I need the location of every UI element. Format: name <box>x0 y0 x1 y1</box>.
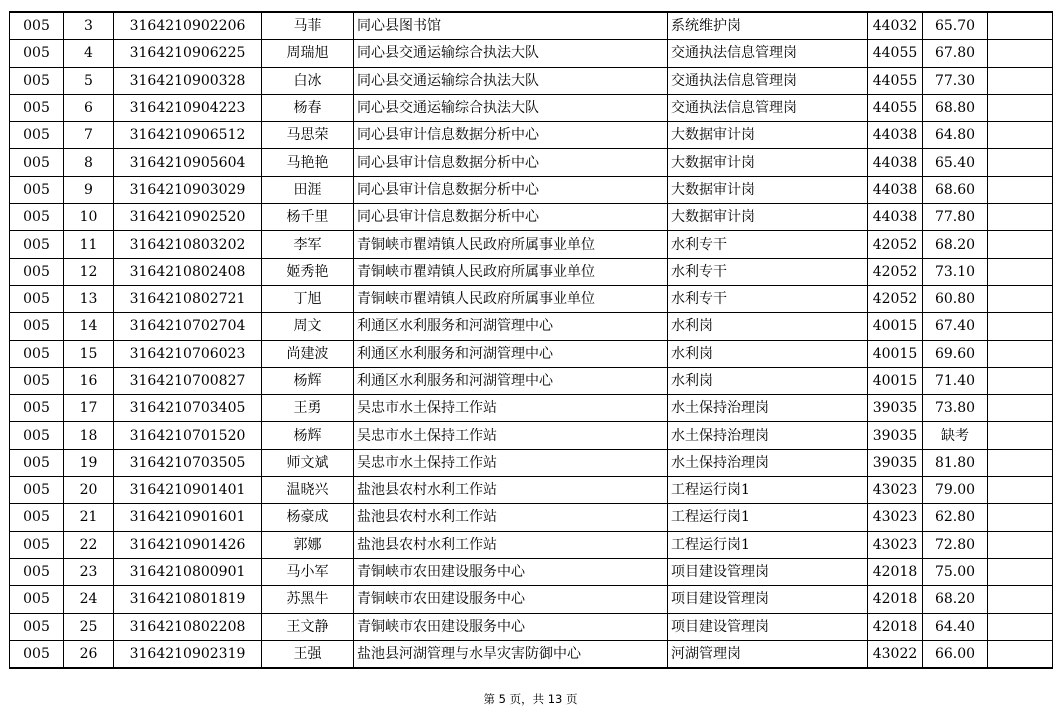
exam-id-cell: 3164210706023 <box>114 340 262 367</box>
page-footer: 第 5 页，共 13 页 <box>483 692 578 706</box>
employer-cell: 盐池县农村水利工作站 <box>354 504 668 531</box>
remark-cell <box>988 313 1053 340</box>
score-cell: 60.80 <box>923 285 988 312</box>
exam-id-cell: 3164210700827 <box>114 367 262 394</box>
sequence-cell: 15 <box>64 340 114 367</box>
position-cell: 系统维护岗 <box>668 12 868 40</box>
group-code-cell: 005 <box>10 285 64 312</box>
sequence-cell: 10 <box>64 204 114 231</box>
remark-cell <box>988 395 1053 422</box>
name-cell: 师文斌 <box>262 449 354 476</box>
position-cell: 项目建设管理岗 <box>668 558 868 585</box>
score-cell: 67.40 <box>923 313 988 340</box>
sequence-cell: 21 <box>64 504 114 531</box>
position-code-cell: 42018 <box>868 613 923 640</box>
position-code-cell: 42052 <box>868 231 923 258</box>
remark-cell <box>988 449 1053 476</box>
sequence-cell: 11 <box>64 231 114 258</box>
remark-cell <box>988 204 1053 231</box>
employer-cell: 利通区水利服务和河湖管理中心 <box>354 340 668 367</box>
position-cell: 水利岗 <box>668 340 868 367</box>
remark-cell <box>988 12 1053 40</box>
position-cell: 交通执法信息管理岗 <box>668 94 868 121</box>
remark-cell <box>988 340 1053 367</box>
employer-cell: 青铜峡市农田建设服务中心 <box>354 558 668 585</box>
group-code-cell: 005 <box>10 449 64 476</box>
name-cell: 周文 <box>262 313 354 340</box>
remark-cell <box>988 67 1053 94</box>
name-cell: 杨春 <box>262 94 354 121</box>
name-cell: 杨千里 <box>262 204 354 231</box>
remark-cell <box>988 94 1053 121</box>
score-cell: 68.20 <box>923 231 988 258</box>
name-cell: 丁旭 <box>262 285 354 312</box>
group-code-cell: 005 <box>10 12 64 40</box>
sequence-cell: 22 <box>64 531 114 558</box>
score-cell: 65.70 <box>923 12 988 40</box>
name-cell: 王强 <box>262 640 354 668</box>
group-code-cell: 005 <box>10 531 64 558</box>
position-cell: 水土保持治理岗 <box>668 449 868 476</box>
group-code-cell: 005 <box>10 94 64 121</box>
remark-cell <box>988 149 1053 176</box>
employer-cell: 利通区水利服务和河湖管理中心 <box>354 367 668 394</box>
score-cell: 68.60 <box>923 176 988 203</box>
employer-cell: 同心县交通运输综合执法大队 <box>354 67 668 94</box>
group-code-cell: 005 <box>10 422 64 449</box>
sequence-cell: 6 <box>64 94 114 121</box>
position-code-cell: 42052 <box>868 258 923 285</box>
position-code-cell: 44032 <box>868 12 923 40</box>
exam-id-cell: 3164210703405 <box>114 395 262 422</box>
group-code-cell: 005 <box>10 204 64 231</box>
table-row <box>10 149 1053 176</box>
score-cell: 71.40 <box>923 367 988 394</box>
employer-cell: 吴忠市水土保持工作站 <box>354 395 668 422</box>
group-code-cell: 005 <box>10 313 64 340</box>
exam-id-cell: 3164210802721 <box>114 285 262 312</box>
name-cell: 杨辉 <box>262 422 354 449</box>
employer-cell: 盐池县农村水利工作站 <box>354 477 668 504</box>
employer-cell: 利通区水利服务和河湖管理中心 <box>354 313 668 340</box>
name-cell: 杨豪成 <box>262 504 354 531</box>
name-cell: 马菲 <box>262 12 354 40</box>
score-cell: 67.80 <box>923 40 988 67</box>
table-row <box>10 12 1053 40</box>
position-code-cell: 43023 <box>868 477 923 504</box>
table-row <box>10 531 1053 558</box>
name-cell: 苏黑牛 <box>262 586 354 613</box>
employer-cell: 吴忠市水土保持工作站 <box>354 449 668 476</box>
position-code-cell: 39035 <box>868 395 923 422</box>
name-cell: 白冰 <box>262 67 354 94</box>
score-cell: 缺考 <box>923 422 988 449</box>
position-cell: 交通执法信息管理岗 <box>668 67 868 94</box>
remark-cell <box>988 586 1053 613</box>
remark-cell <box>988 477 1053 504</box>
remark-cell <box>988 40 1053 67</box>
sequence-cell: 7 <box>64 122 114 149</box>
remark-cell <box>988 176 1053 203</box>
position-code-cell: 44055 <box>868 94 923 121</box>
position-code-cell: 40015 <box>868 313 923 340</box>
position-cell: 工程运行岗1 <box>668 477 868 504</box>
table-row <box>10 40 1053 67</box>
score-cell: 77.80 <box>923 204 988 231</box>
employer-cell: 青铜峡市瞿靖镇人民政府所属事业单位 <box>354 258 668 285</box>
exam-id-cell: 3164210903029 <box>114 176 262 203</box>
name-cell: 李军 <box>262 231 354 258</box>
score-cell: 62.80 <box>923 504 988 531</box>
name-cell: 尚建波 <box>262 340 354 367</box>
name-cell: 王文静 <box>262 613 354 640</box>
group-code-cell: 005 <box>10 149 64 176</box>
position-code-cell: 40015 <box>868 367 923 394</box>
exam-id-cell: 3164210801819 <box>114 586 262 613</box>
name-cell: 姬秀艳 <box>262 258 354 285</box>
sequence-cell: 16 <box>64 367 114 394</box>
score-cell: 77.30 <box>923 67 988 94</box>
position-cell: 水利岗 <box>668 313 868 340</box>
employer-cell: 青铜峡市瞿靖镇人民政府所属事业单位 <box>354 231 668 258</box>
group-code-cell: 005 <box>10 340 64 367</box>
exam-id-cell: 3164210906512 <box>114 122 262 149</box>
score-cell: 68.20 <box>923 586 988 613</box>
score-cell: 75.00 <box>923 558 988 585</box>
remark-cell <box>988 558 1053 585</box>
group-code-cell: 005 <box>10 231 64 258</box>
group-code-cell: 005 <box>10 40 64 67</box>
employer-cell: 同心县审计信息数据分析中心 <box>354 149 668 176</box>
position-code-cell: 42018 <box>868 586 923 613</box>
position-code-cell: 42018 <box>868 558 923 585</box>
exam-id-cell: 3164210901601 <box>114 504 262 531</box>
table-row <box>10 176 1053 203</box>
name-cell: 马小军 <box>262 558 354 585</box>
group-code-cell: 005 <box>10 586 64 613</box>
results-table <box>9 11 1053 669</box>
exam-id-cell: 3164210902520 <box>114 204 262 231</box>
position-cell: 大数据审计岗 <box>668 149 868 176</box>
sequence-cell: 17 <box>64 395 114 422</box>
position-cell: 河湖管理岗 <box>668 640 868 668</box>
position-code-cell: 40015 <box>868 340 923 367</box>
employer-cell: 同心县图书馆 <box>354 12 668 40</box>
score-cell: 64.80 <box>923 122 988 149</box>
score-cell: 65.40 <box>923 149 988 176</box>
position-cell: 水土保持治理岗 <box>668 422 868 449</box>
sequence-cell: 23 <box>64 558 114 585</box>
score-cell: 81.80 <box>923 449 988 476</box>
employer-cell: 青铜峡市农田建设服务中心 <box>354 613 668 640</box>
score-cell: 73.80 <box>923 395 988 422</box>
position-code-cell: 44038 <box>868 176 923 203</box>
name-cell: 马艳艳 <box>262 149 354 176</box>
group-code-cell: 005 <box>10 176 64 203</box>
remark-cell <box>988 122 1053 149</box>
group-code-cell: 005 <box>10 395 64 422</box>
exam-id-cell: 3164210901426 <box>114 531 262 558</box>
sequence-cell: 5 <box>64 67 114 94</box>
table-row <box>10 395 1053 422</box>
group-code-cell: 005 <box>10 613 64 640</box>
name-cell: 郭娜 <box>262 531 354 558</box>
exam-id-cell: 3164210905604 <box>114 149 262 176</box>
name-cell: 王勇 <box>262 395 354 422</box>
position-code-cell: 44038 <box>868 149 923 176</box>
score-cell: 79.00 <box>923 477 988 504</box>
sequence-cell: 19 <box>64 449 114 476</box>
table-row <box>10 285 1053 312</box>
exam-id-cell: 3164210701520 <box>114 422 262 449</box>
exam-id-cell: 3164210803202 <box>114 231 262 258</box>
table-row <box>10 204 1053 231</box>
sequence-cell: 3 <box>64 12 114 40</box>
table-row <box>10 422 1053 449</box>
table-row <box>10 613 1053 640</box>
employer-cell: 盐池县农村水利工作站 <box>354 531 668 558</box>
sequence-cell: 8 <box>64 149 114 176</box>
table-row <box>10 449 1053 476</box>
table-row <box>10 504 1053 531</box>
score-cell: 69.60 <box>923 340 988 367</box>
exam-id-cell: 3164210802408 <box>114 258 262 285</box>
position-cell: 工程运行岗1 <box>668 504 868 531</box>
position-cell: 项目建设管理岗 <box>668 613 868 640</box>
sequence-cell: 9 <box>64 176 114 203</box>
exam-id-cell: 3164210901401 <box>114 477 262 504</box>
position-cell: 水利专干 <box>668 285 868 312</box>
sequence-cell: 20 <box>64 477 114 504</box>
score-cell: 72.80 <box>923 531 988 558</box>
remark-cell <box>988 285 1053 312</box>
remark-cell <box>988 504 1053 531</box>
position-cell: 水土保持治理岗 <box>668 395 868 422</box>
sequence-cell: 12 <box>64 258 114 285</box>
position-code-cell: 42052 <box>868 285 923 312</box>
table-row <box>10 94 1053 121</box>
table-row <box>10 122 1053 149</box>
group-code-cell: 005 <box>10 367 64 394</box>
group-code-cell: 005 <box>10 258 64 285</box>
score-cell: 66.00 <box>923 640 988 668</box>
table-row <box>10 340 1053 367</box>
sequence-cell: 24 <box>64 586 114 613</box>
sequence-cell: 25 <box>64 613 114 640</box>
employer-cell: 盐池县河湖管理与水旱灾害防御中心 <box>354 640 668 668</box>
group-code-cell: 005 <box>10 558 64 585</box>
exam-id-cell: 3164210802208 <box>114 613 262 640</box>
sequence-cell: 18 <box>64 422 114 449</box>
score-cell: 73.10 <box>923 258 988 285</box>
position-cell: 水利岗 <box>668 367 868 394</box>
exam-id-cell: 3164210900328 <box>114 67 262 94</box>
position-code-cell: 39035 <box>868 422 923 449</box>
position-cell: 大数据审计岗 <box>668 176 868 203</box>
exam-id-cell: 3164210902206 <box>114 12 262 40</box>
position-code-cell: 43022 <box>868 640 923 668</box>
score-cell: 64.40 <box>923 613 988 640</box>
table-row <box>10 313 1053 340</box>
position-code-cell: 39035 <box>868 449 923 476</box>
exam-id-cell: 3164210703505 <box>114 449 262 476</box>
position-cell: 大数据审计岗 <box>668 204 868 231</box>
employer-cell: 同心县审计信息数据分析中心 <box>354 176 668 203</box>
position-cell: 水利专干 <box>668 231 868 258</box>
table-row <box>10 67 1053 94</box>
sequence-cell: 26 <box>64 640 114 668</box>
table-row <box>10 258 1053 285</box>
position-code-cell: 44055 <box>868 40 923 67</box>
group-code-cell: 005 <box>10 122 64 149</box>
table-body <box>10 12 1053 668</box>
table-row <box>10 477 1053 504</box>
position-cell: 水利专干 <box>668 258 868 285</box>
remark-cell <box>988 531 1053 558</box>
table-row <box>10 558 1053 585</box>
position-cell: 工程运行岗1 <box>668 531 868 558</box>
name-cell: 周瑞旭 <box>262 40 354 67</box>
exam-id-cell: 3164210800901 <box>114 558 262 585</box>
group-code-cell: 005 <box>10 504 64 531</box>
position-code-cell: 43023 <box>868 531 923 558</box>
exam-id-cell: 3164210702704 <box>114 313 262 340</box>
remark-cell <box>988 422 1053 449</box>
name-cell: 温晓兴 <box>262 477 354 504</box>
name-cell: 田涯 <box>262 176 354 203</box>
table-row <box>10 231 1053 258</box>
exam-id-cell: 3164210906225 <box>114 40 262 67</box>
table-row <box>10 640 1053 668</box>
exam-id-cell: 3164210902319 <box>114 640 262 668</box>
employer-cell: 同心县审计信息数据分析中心 <box>354 122 668 149</box>
group-code-cell: 005 <box>10 640 64 668</box>
employer-cell: 青铜峡市瞿靖镇人民政府所属事业单位 <box>354 285 668 312</box>
employer-cell: 青铜峡市农田建设服务中心 <box>354 586 668 613</box>
remark-cell <box>988 613 1053 640</box>
position-code-cell: 44038 <box>868 122 923 149</box>
group-code-cell: 005 <box>10 67 64 94</box>
employer-cell: 同心县交通运输综合执法大队 <box>354 40 668 67</box>
name-cell: 马思荣 <box>262 122 354 149</box>
name-cell: 杨辉 <box>262 367 354 394</box>
position-cell: 大数据审计岗 <box>668 122 868 149</box>
position-code-cell: 43023 <box>868 504 923 531</box>
remark-cell <box>988 258 1053 285</box>
position-cell: 交通执法信息管理岗 <box>668 40 868 67</box>
position-code-cell: 44038 <box>868 204 923 231</box>
employer-cell: 同心县审计信息数据分析中心 <box>354 204 668 231</box>
exam-id-cell: 3164210904223 <box>114 94 262 121</box>
position-code-cell: 44055 <box>868 67 923 94</box>
group-code-cell: 005 <box>10 477 64 504</box>
remark-cell <box>988 367 1053 394</box>
table-row <box>10 586 1053 613</box>
remark-cell <box>988 231 1053 258</box>
table-row <box>10 367 1053 394</box>
sequence-cell: 14 <box>64 313 114 340</box>
position-cell: 项目建设管理岗 <box>668 586 868 613</box>
employer-cell: 同心县交通运输综合执法大队 <box>354 94 668 121</box>
employer-cell: 吴忠市水土保持工作站 <box>354 422 668 449</box>
score-cell: 68.80 <box>923 94 988 121</box>
sequence-cell: 4 <box>64 40 114 67</box>
sequence-cell: 13 <box>64 285 114 312</box>
remark-cell <box>988 640 1053 668</box>
